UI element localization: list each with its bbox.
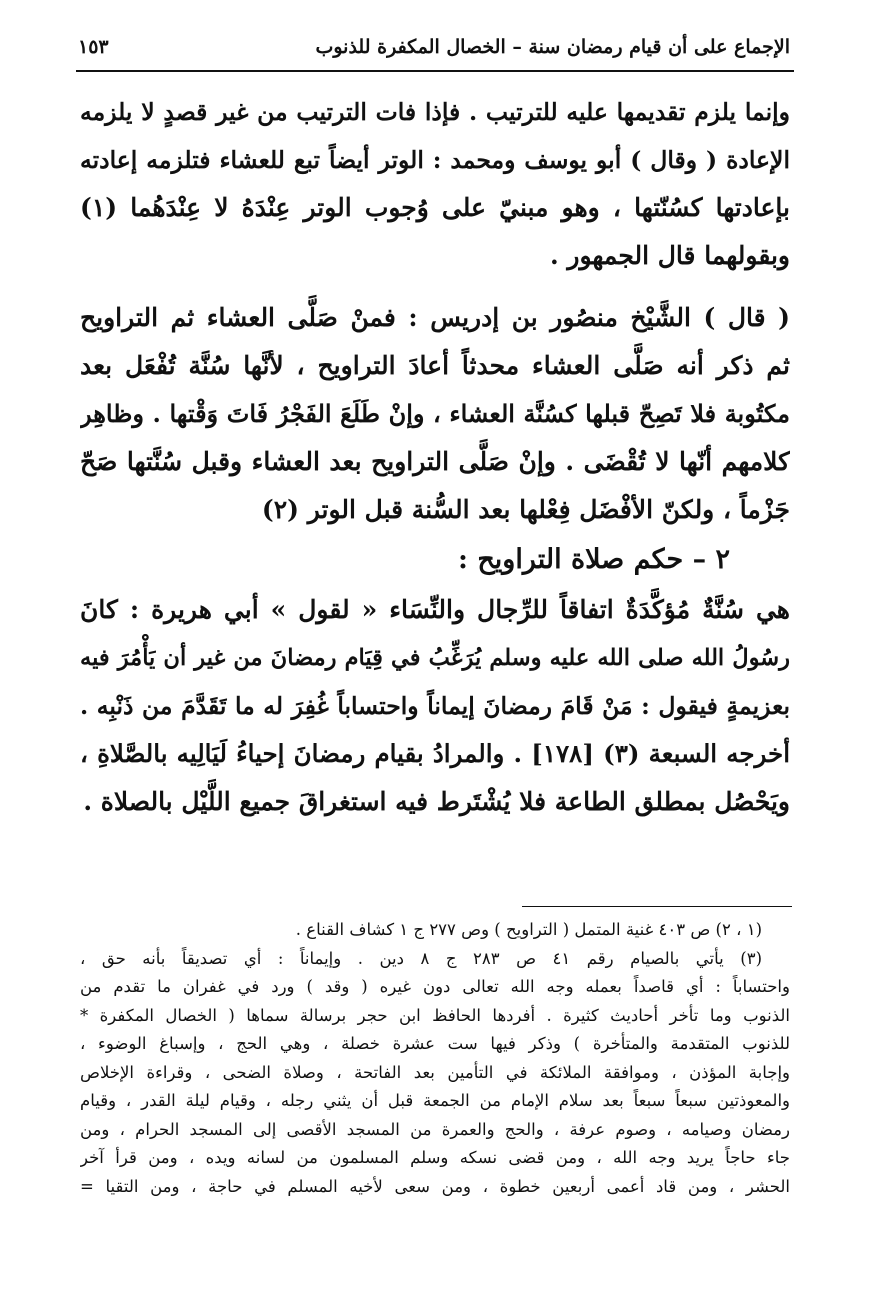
text-line: بإعادتها كسُنّتها ، وهو مبنيّ على وُجوب الوتر عِنْدَهُ لا عِنْدَهُما (١) (80, 193, 790, 222)
footnote-line: الحشر ، ومن قاد أعمى أربعين خطوة ، ومن سعى لأخيه المسلم في حاجة ، ومن التقيا = (80, 1176, 790, 1196)
text-line: الإعادة ( وقال ) أبو يوسف ومحمد : الوتر أيضاً تبع للعشاء فتلزمه إعادته (80, 146, 790, 174)
footnote-line: جاء حاجاً يريد وجه الله ، ومن قضى نسكه وسلم المسلمون من لسانه ويده ، ومن قرأ آخر (80, 1148, 790, 1167)
text-line: جَزْماً ، ولكنّ الأفْضَل فِعْلها بعد السُّنة قبل الوتر (٢) (261, 495, 790, 524)
main-text (80, 88, 790, 826)
text-line: ( قال ) الشَّيْخ منصُور بن إدريس : فمنْ صَلَّى العشاء ثم التراويح (80, 303, 790, 332)
text-line: ثم ذكر أنه صَلَّى العشاء محدثاً أعادَ التراويح ، لأنَّها سُنَّة تُفْعَل بعد (80, 351, 790, 380)
text-line: مكتُوبة فلا تَصِحّ قبلها كسُنَّة العشاء ، وإنْ طَلَعَ الفَجْرُ فَاتَ وَقْتها . وظاهِر (80, 399, 790, 428)
running-header (78, 30, 790, 64)
paragraph (80, 586, 790, 826)
text-line: وبقولهما قال الجمهور . (549, 241, 790, 270)
text-line: رسُولُ الله صلى الله عليه وسلم يُرَغِّبُ في قِيَام رمضانَ من غير أن يَأْمُرَ فيه (80, 645, 790, 671)
header-rule (76, 70, 794, 72)
text-line: هي سُنَّةٌ مُؤكَّدَةٌ اتفاقاً للرِّجال والنِّسَاء « لقول » أبي هريرة : كانَ (80, 595, 790, 624)
footnote-rule (522, 906, 792, 907)
footnote-line: وإجابة المؤذن ، وموافقة الملائكة في التأمين بعد الفاتحة ، وصلاة الضحى ، وقراءة الإخلاص (80, 1062, 790, 1082)
footnote-line: والمعوذتين سبعاً سبعاً بعد سلام الإمام من الجمعة قبل أن يثني رجله ، وقيام ليلة القدر ، وقيام (80, 1091, 790, 1110)
paragraph (80, 88, 790, 280)
paragraph (80, 294, 790, 534)
text-line: بعزيمةٍ فيقول : مَنْ قَامَ رمضانَ إيماناً واحتساباً غُفِرَ له ما تَقَدَّمَ من ذَنْبِه . (80, 692, 790, 720)
section-heading: ٢ – حكم صلاة التراويح : (458, 544, 730, 575)
text-line: وإنما يلزم تقديمها عليه للترتيب . فإذا فات الترتيب من غير قصدٍ لا يلزمه (80, 98, 790, 126)
footnote-line: الذنوب وما تأخر أحاديث كثيرة . أفردها الحافظ ابن حجر برسالة سماها ( الخصال المكفرة * (80, 1005, 790, 1025)
running-title: الإجماع على أن قيام رمضان سنة – الخصال المكفرة للذنوب (315, 36, 790, 58)
footnote-line: (١ ، ٢) ص ٤٠٣ غنية المتمل ( التراويح ) وص ٢٧٧ ج ١ كشاف القناع . (295, 920, 762, 939)
footnote-line: رمضان وصيامه ، وصوم عرفة ، والحج والعمرة من المسجد الأقصى إلى المسجد الحرام ، ومن (80, 1119, 790, 1139)
text-line: كلامهم أنّها لا تُقْضَى . وإنْ صَلَّى التراويح بعد العشاء وقبل سُنَّتها صَحّ (80, 447, 790, 476)
footnote-line: للذنوب المتقدمة والمتأخرة ) وذكر فيها ست عشرة خصلة ، وهي الحج ، وإسباغ الوضوء ، (80, 1034, 790, 1053)
paragraph-gap (80, 280, 790, 294)
footnote-line: واحتساباً : أي قاصداً بعمله وجه الله تعالى دون غيره ( وقد ) ورد في غفران ما تقدم من (80, 977, 790, 996)
page-number: ١٥٣ (78, 36, 109, 58)
footnote-line: (٣) يأتي بالصيام رقم ٤١ ص ٢٨٣ ج ٨ دين . وإيماناً : أي تصديقاً بأنه حق ، (80, 948, 762, 968)
footnotes (80, 916, 790, 1201)
text-line: أخرجه السبعة (٣) [١٧٨] . والمرادُ بقيام رمضانَ إحياءُ لَيَالِيه بالصَّلاةِ ، (80, 739, 790, 768)
text-line: ويَحْصُل بمطلق الطاعة فلا يُشْتَرط فيه استغراقَ جميع اللَّيْل بالصلاة . (83, 787, 790, 816)
